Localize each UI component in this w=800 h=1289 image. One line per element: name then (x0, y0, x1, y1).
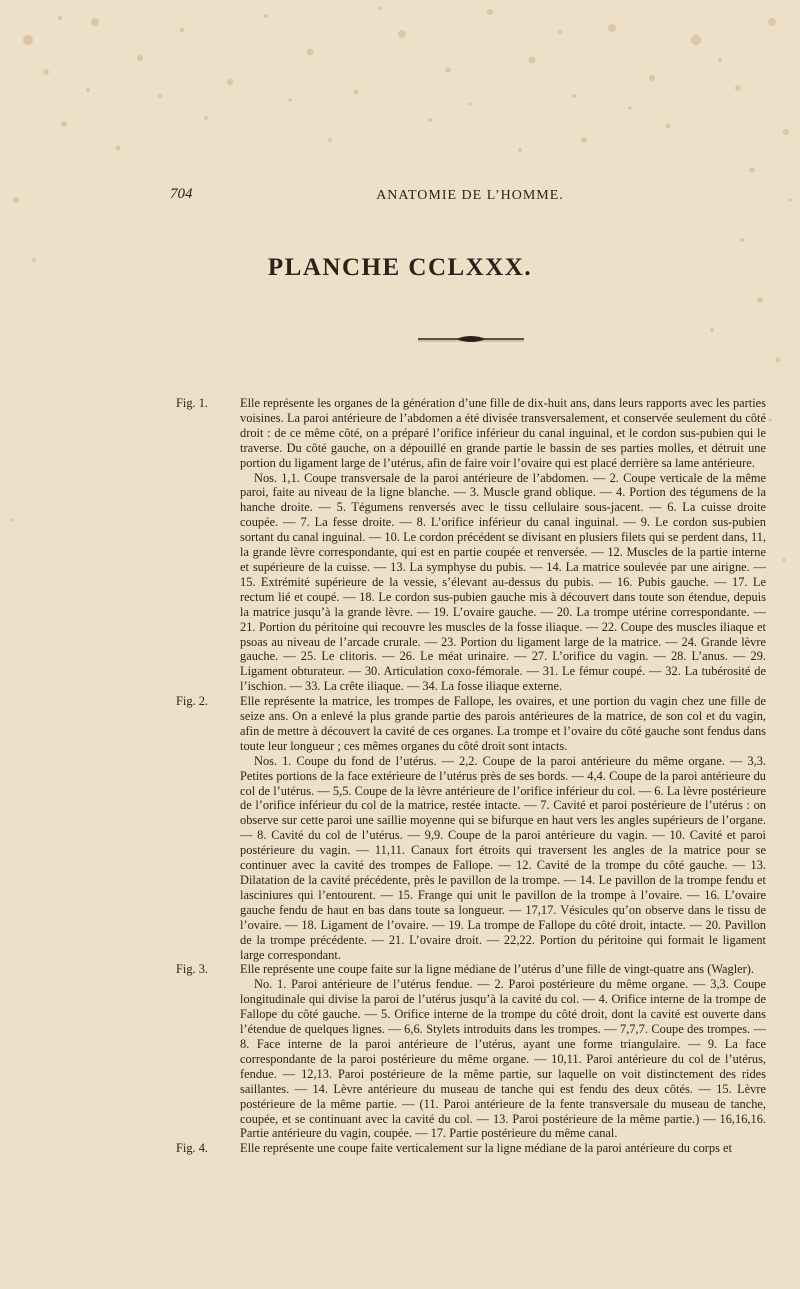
running-head: ANATOMIE DE L’HOMME. (376, 188, 564, 203)
figure-label: Fig. 4. (176, 1141, 209, 1156)
figure-label: Fig. 3. (176, 962, 209, 977)
figure-legend: Nos. 1,1. Coupe transversale de la paroi antérieure de l’abdomen. — 2. Coupe verticale de la même paroi, faite au niveau de la ligne blanche. — 3. Muscle grand oblique. — 4. Portion des tégumens de la hanche droite. — 5. Tégumens renversés avec le tissu cellulaire sous-jacent. — 6. La cuisse droite coupée. — 7. La fesse droite. — 8. L’orifice inférieur du canal inguinal. — 9. Le cordon sus-pubien sortant du canal inguinal. — 10. Le cordon précédent se divisant en plusiers filets qui se perdent dans, 11, la grande lèvre correspondante, qui est en partie coupée et renversée. — 12. Muscles de la partie interne et supérieure de la cuisse. — 13. La symphyse du pubis. — 14. La matrice soulevée par une airigne. — 15. Extrémité supérieure de la vessie, s’élevant au-dessus du pubis. — 16. Pubis gauche. — 17. Le rectum lié et coupé. — 18. Le cordon sus-pubien gauche mis à découvert dans toute son étendue, depuis la matrice jusqu’à la grande lèvre. — 19. L’ovaire gauche. — 20. La trompe utérine correspondante. — 21. Portion du péritoine qui recouvre les muscles de la fosse iliaque. — 22. Coupe des muscles iliaque et psoas au niveau de l’arcade crurale. — 23. Portion du ligament large de la matrice. — 24. Grande lèvre gauche. — 25. Le clitoris. — 26. Le méat urinaire. — 27. L’orifice du vagin. — 28. L’anus. — 29. Ligament obturateur. — 30. Articulation coxo-fémorale. — 31. Le fémur coupé. — 32. La tubérosité de l’ischion. — 33. La crête iliaque. — 34. La fosse iliaque externe. (240, 470, 766, 694)
figure-description: Elle représente la matrice, les trompes de Fallope, les ovaires, et une portion du vagin chez une fille de seize ans. On a enlevé la plus grande partie des parois antérieures de la matrice, de son col et du vagin, afin de mettre à découvert la cavité de ces organes. La trompe et l’ovaire du côté gauche sont fendus dans toute leur longueur ; ces mêmes organes du côté droit sont intacts. (240, 694, 766, 753)
figure-legend: No. 1. Paroi antérieure de l’utérus fendue. — 2. Paroi postérieure du même organe. — 3,3. Coupe longitudinale qui divise la paroi de l’utérus jusqu’à la cavité du col. — 4. Orifice interne de la trompe de Fallope du côté gauche. — 5. Orifice interne de la trompe du côté droit, dont la cavité est ouverte dans l’étendue de quelques lignes. — 6,6. Stylets introduits dans les trompes. — 7,7,7. Coupe des trompes. — 8. Face interne de la paroi antérieure de l’utérus, ayant une forme triangulaire. — 9. La face correspondante de la paroi postérieure du même organe. — 10,11. Paroi antérieure du col de l’utérus, fendue. — 12,13. Paroi postérieure de la même partie, sur laquelle on voit distinctement des rides saillantes. — 14. Lèvre antérieure du museau de tanche qui est fendu des deux côtés. — 15. Lèvre postérieure de la même partie. — (11. Paroi antérieure de la fente transversale du museau de tanche, coupée, et se continuant avec la cavité du col. — 13. Paroi postérieure de la même partie.) — 16,16,16. Partie antérieure du vagin, coupée. — 17. Partie postérieure du même canal. (240, 977, 766, 1141)
figure-entry (176, 396, 766, 694)
figure-entry (176, 962, 766, 1141)
figure-descriptions (176, 396, 766, 1156)
figure-description: Elle représente les organes de la génération d’une fille de dix-huit ans, dans leurs rapports avec les parties voisines. La paroi antérieure de l’abdomen a été divisée transversalement, et conservée seulement du côté droit : de ce même côté, on a préparé l’orifice inférieur du canal inguinal, et le cordon sus-pubien qui le traverse. Du côté gauche, on a dépouillé en grande partie le bassin de ses parties molles, et détruit une portion du ligament large de l’utérus, afin de faire voir l’ovaire qui est placé derrière sa lame antérieure. (240, 396, 766, 470)
ornament-rule (418, 334, 524, 344)
plate-title: PLANCHE CCLXXX. (267, 254, 533, 281)
figure-label: Fig. 2. (176, 694, 209, 709)
figure-legend: Nos. 1. Coupe du fond de l’utérus. — 2,2. Coupe de la paroi antérieure du même organe. — 3,3. Petites portions de la face extérieure de l’utérus près de ses bords. — 4,4. Coupe de la paroi antérieure du col de l’utérus. — 5,5. Coupe de la lèvre antérieure de l’orifice inférieur du col. — 6. La lèvre postérieure de l’orifice inférieur du col de la matrice, restée intacte. — 7. Cavité et paroi postérieure de l’utérus : on observe sur cette paroi une saillie moyenne qui se bifurque en haut vers les angles supérieurs de l’organe. — 8. Cavité du col de l’utérus. — 9,9. Coupe de la paroi antérieure du vagin. — 10. Cavité et paroi postérieure du vagin. — 11,11. Canaux fort étroits qui traversent les angles de la matrice pour se continuer avec la cavité des trompes de Fallope. — 12. Cavité de la trompe du côté gauche. — 13. Dilatation de la cavité précédente, près le pavillon de la trompe. — 14. Le pavillon de la trompe fendu et lasciniures qui l’entourent. — 15. Frange qui unit le pavillon de la trompe à l’ovaire. — 16. L’ovaire gauche fendu de haut en bas dans toute sa longueur. — 17,17. Vésicules qu’on observe dans le tissu de l’ovaire. — 18. Ligament de l’ovaire. — 19. La trompe de Fallope du côté droit, intacte. — 20. Pavillon de la trompe précédente. — 21. L’ovaire droit. — 22,22. Portion du péritoine qui formait le ligament large correspondant. (240, 753, 766, 962)
figure-description: Elle représente une coupe faite verticalement sur la ligne médiane de la paroi antérieure du corps et (240, 1141, 732, 1156)
figure-entry (176, 694, 766, 962)
page-number: 704 (170, 186, 193, 202)
page-header (170, 186, 770, 208)
figure-label: Fig. 1. (176, 396, 209, 410)
figure-description: Elle représente une coupe faite sur la ligne médiane de l’utérus d’une fille de vingt-quatre ans (Wagler). (240, 962, 755, 977)
figure-entry (176, 1141, 766, 1156)
